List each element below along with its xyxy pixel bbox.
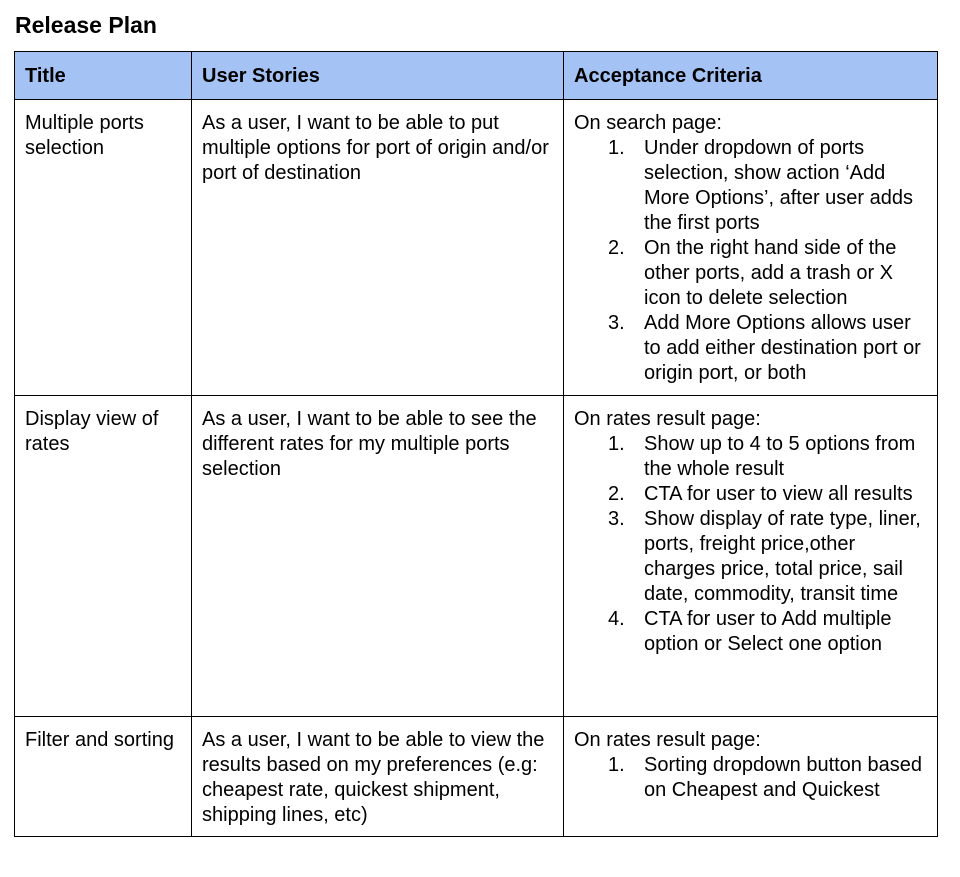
criteria-list [574, 432, 927, 657]
row-story-cell: As a user, I want to be able to put multiple options for port of origin and/or port of destination [192, 100, 564, 396]
row-story-cell: As a user, I want to be able to view the results based on my preferences (e.g: cheapest rate, quickest shipment, shipping lines, etc) [192, 717, 564, 837]
criteria-intro: On rates result page: [574, 408, 761, 430]
criteria-item: Show display of rate type, liner, ports, freight price,other charges price, total price, sail date, commodity, transit time [644, 508, 921, 605]
table-header-row [15, 52, 938, 100]
criteria-intro: On search page: [574, 112, 722, 134]
criteria-item: Under dropdown of ports selection, show action ‘Add More Options’, after user adds the first ports [644, 137, 914, 234]
table-row [15, 100, 938, 396]
column-header-user-stories: User Stories [192, 52, 564, 100]
criteria-item: On the right hand side of the other ports, add a trash or X icon to delete selection [644, 237, 897, 309]
criteria-item: Show up to 4 to 5 options from the whole result [644, 433, 916, 480]
row-criteria-cell [564, 100, 938, 396]
row-title-cell: Display view of rates [15, 396, 192, 717]
table-row [15, 717, 938, 837]
row-story-cell: As a user, I want to be able to see the different rates for my multiple ports selection [192, 396, 564, 717]
criteria-list [574, 753, 927, 803]
criteria-item: CTA for user to Add multiple option or Select one option [644, 608, 892, 655]
criteria-item: Add More Options allows user to add either destination port or origin port, or both [644, 312, 921, 384]
row-title-cell: Filter and sorting [15, 717, 192, 837]
criteria-item: CTA for user to view all results [644, 483, 913, 505]
row-criteria-cell [564, 717, 938, 837]
page-title: Release Plan [15, 12, 157, 38]
table-row [15, 396, 938, 717]
release-plan-table [14, 51, 938, 837]
column-header-acceptance-criteria: Acceptance Criteria [564, 52, 938, 100]
row-criteria-cell [564, 396, 938, 717]
criteria-list [574, 136, 927, 386]
criteria-intro: On rates result page: [574, 729, 761, 751]
column-header-title: Title [15, 52, 192, 100]
criteria-item: Sorting dropdown button based on Cheapest and Quickest [644, 754, 922, 801]
row-title-cell: Multiple ports selection [15, 100, 192, 396]
